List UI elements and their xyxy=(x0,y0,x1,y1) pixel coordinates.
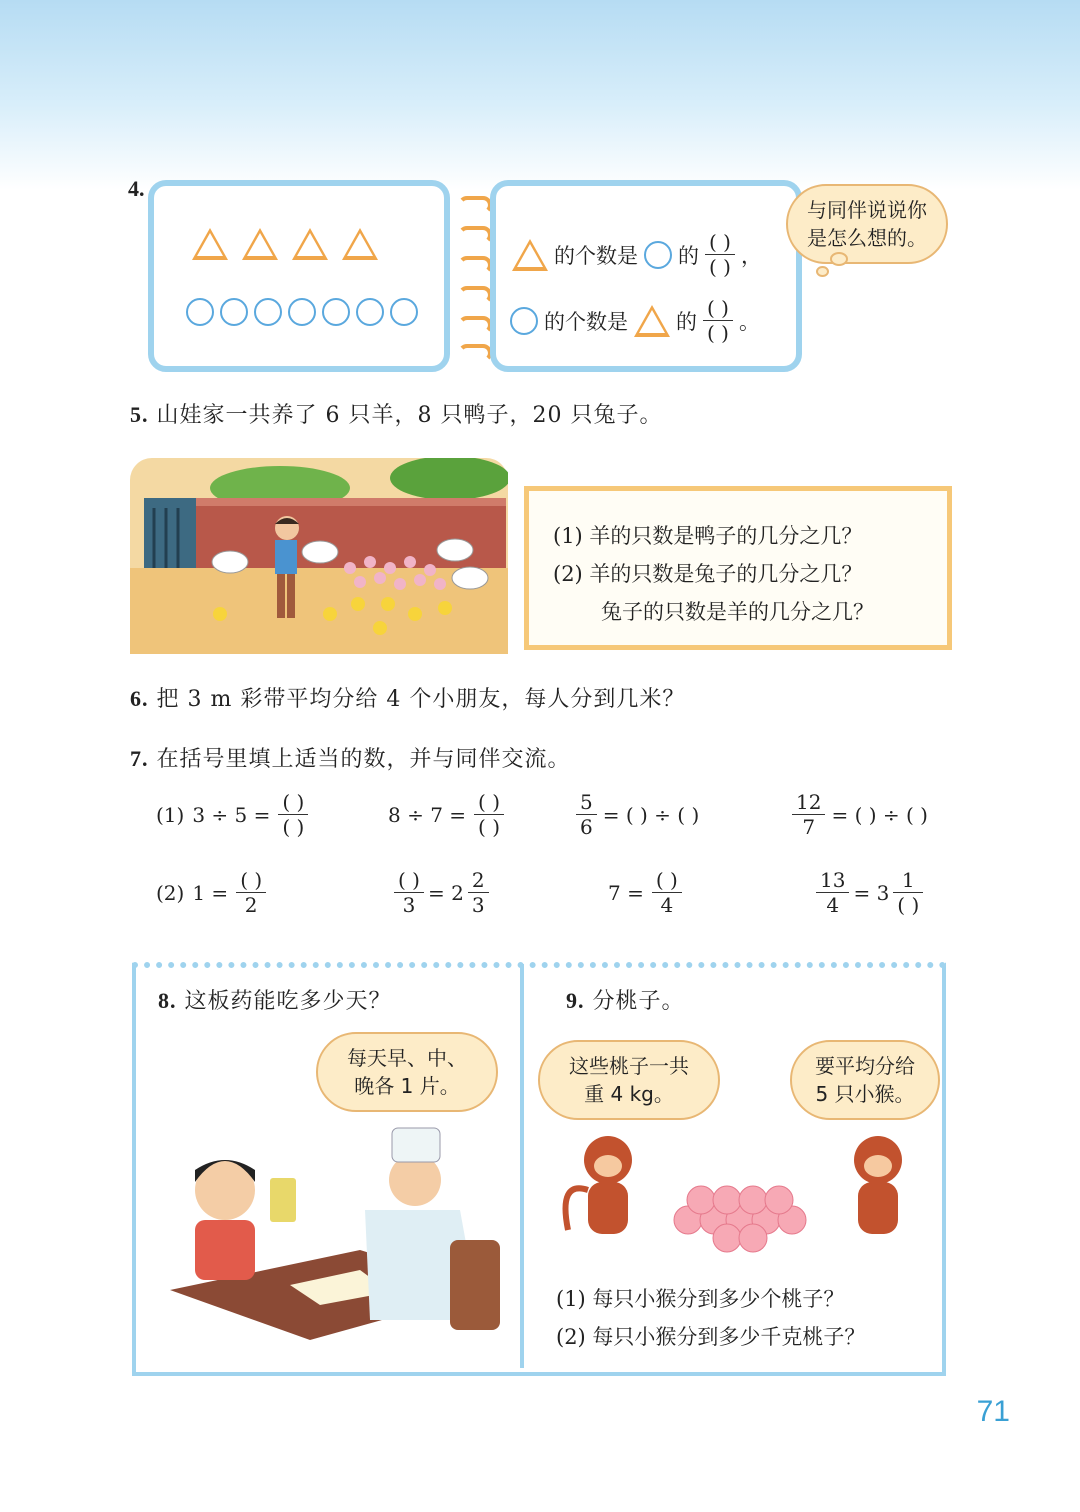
blank-numerator: ( ) xyxy=(655,868,678,892)
row-label: (2) xyxy=(156,880,185,905)
triangle-icon xyxy=(192,228,228,260)
q4-thought-bubble: 与同伴说说你是怎么想的。 xyxy=(786,184,948,264)
triangle-icon xyxy=(512,239,548,271)
q9-speech-bubble-2 xyxy=(790,1040,940,1120)
bubble-line: 5 只小猴。 xyxy=(815,1082,915,1106)
q9-question-2: (2) 每只小猴分到多少千克桃子？ xyxy=(556,1325,866,1349)
punctuation: 。 xyxy=(738,309,760,334)
q5-prompt xyxy=(130,398,662,429)
triangle-icon xyxy=(292,228,328,260)
q8-text: 这板药能吃多少天？ xyxy=(184,989,392,1014)
circle-icon xyxy=(644,241,672,269)
blank-fraction xyxy=(236,868,266,917)
blank-denominator: ( ) xyxy=(478,815,501,839)
circle-icon xyxy=(254,298,282,326)
denominator: 6 xyxy=(580,815,593,839)
ring-icon xyxy=(458,286,492,304)
card-divider xyxy=(520,964,524,1368)
q4-number: 4. xyxy=(128,176,145,201)
denominator: 3 xyxy=(471,893,485,917)
expression: = 3 xyxy=(853,880,890,905)
circle-icon xyxy=(186,298,214,326)
fraction xyxy=(792,790,825,839)
page-header-band xyxy=(0,0,1080,190)
q5-text: 山娃家一共养了 6 只羊，8 只鸭子，20 只兔子。 xyxy=(156,403,663,428)
q7-r1-item-d xyxy=(792,790,928,839)
q7-r1-item-c xyxy=(576,790,699,839)
circle-icon xyxy=(322,298,350,326)
bubble-line: 晚各 1 片。 xyxy=(354,1074,460,1098)
doctor-boy-illustration xyxy=(160,1120,510,1350)
triangle-icon xyxy=(634,305,670,337)
monkeys-peaches-illustration xyxy=(548,1120,938,1270)
punctuation: ， xyxy=(740,243,762,268)
fraction xyxy=(816,868,849,917)
ring-icon xyxy=(458,256,492,274)
blank-numerator: ( ) xyxy=(282,790,305,814)
expression: = 2 xyxy=(427,880,464,905)
q9-speech-bubble-1 xyxy=(538,1040,720,1120)
farm-illustration xyxy=(130,458,508,654)
q9-question-1: (1) 每只小猴分到多少个桃子？ xyxy=(556,1287,845,1311)
q5-question-2: (2) 羊的只数是兔子的几分之几？ xyxy=(553,562,863,586)
circle-row xyxy=(186,298,418,326)
blank-denominator: ( ) xyxy=(282,815,305,839)
q9-number: 9. xyxy=(566,988,585,1013)
fraction xyxy=(468,868,489,917)
blank-numerator: ( ) xyxy=(398,868,420,892)
blank-fraction xyxy=(278,790,308,839)
blank-numerator: ( ) xyxy=(478,790,501,814)
triangle-icon xyxy=(342,228,378,260)
q6-text: 把 3 m 彩带平均分给 4 个小朋友，每人分到几米？ xyxy=(156,687,686,712)
circle-icon xyxy=(510,307,538,335)
q4-line-2 xyxy=(510,296,760,345)
expression: 1 = xyxy=(192,880,229,905)
q4-text: 的个数是 xyxy=(554,243,638,268)
bubble-dot xyxy=(830,252,848,266)
numerator: 12 xyxy=(796,790,822,814)
numerator: 1 xyxy=(901,868,915,892)
bubble-line: 每天早、中、 xyxy=(347,1046,467,1070)
q8-prompt xyxy=(158,984,392,1015)
q7-r1-item-b xyxy=(388,790,504,839)
q8-number: 8. xyxy=(158,988,177,1013)
blank-fraction xyxy=(703,296,733,345)
denominator: 3 xyxy=(402,893,416,917)
denominator: 4 xyxy=(826,893,840,917)
denominator: 4 xyxy=(660,893,674,917)
q5-number: 5. xyxy=(130,402,149,427)
q4-text: 的 xyxy=(678,243,699,268)
circle-icon xyxy=(288,298,316,326)
circle-icon xyxy=(390,298,418,326)
q4-text: 的 xyxy=(676,309,697,334)
blank-numerator: ( ) xyxy=(240,868,263,892)
expression: 7 = xyxy=(608,880,644,905)
bubble-line: 这些桃子一共 xyxy=(569,1054,689,1078)
denominator: 2 xyxy=(244,893,258,917)
ring-icon xyxy=(458,344,492,362)
blank-numerator: ( ) xyxy=(707,296,729,320)
denominator: 7 xyxy=(802,815,816,839)
q5-question-1: (1) 羊的只数是鸭子的几分之几？ xyxy=(553,524,863,548)
q7-r2-item-a xyxy=(156,868,266,917)
q7-r2-item-c xyxy=(608,868,682,917)
bubble-dot xyxy=(816,266,829,277)
blank-fraction xyxy=(893,868,923,917)
bubble-line: 重 4 kg。 xyxy=(584,1082,674,1106)
page-number: 71 xyxy=(976,1395,1010,1428)
blank-denominator: ( ) xyxy=(707,321,729,345)
q9-prompt xyxy=(566,984,685,1015)
triangle-row xyxy=(192,228,378,260)
q7-number: 7. xyxy=(130,746,149,771)
expression: 3 ÷ 5 = xyxy=(192,802,271,827)
expression: = ( ) ÷ ( ) xyxy=(831,802,928,827)
ring-icon xyxy=(458,226,492,244)
q4-line-1 xyxy=(512,230,762,279)
circle-icon xyxy=(356,298,384,326)
q6-prompt xyxy=(130,682,685,713)
blank-denominator: ( ) xyxy=(897,893,920,917)
q4-right-page xyxy=(490,180,802,372)
blank-fraction xyxy=(705,230,735,279)
triangle-icon xyxy=(242,228,278,260)
row-label: (1) xyxy=(156,802,185,827)
q9-text: 分桃子。 xyxy=(592,989,685,1014)
q4-text: 的个数是 xyxy=(544,309,628,334)
blank-denominator: ( ) xyxy=(709,255,731,279)
q7-prompt xyxy=(130,742,571,773)
numerator: 5 xyxy=(580,790,593,814)
blank-fraction xyxy=(652,868,682,917)
ring-icon xyxy=(458,196,492,214)
numerator: 13 xyxy=(820,868,846,892)
q6-number: 6. xyxy=(130,686,149,711)
q8-speech-bubble xyxy=(316,1032,498,1112)
q7-r2-item-d xyxy=(816,868,923,917)
expression: 8 ÷ 7 = xyxy=(388,802,467,827)
ring-icon xyxy=(458,316,492,334)
q4-left-page xyxy=(148,180,450,372)
q5-question-3: 兔子的只数是羊的几分之几？ xyxy=(601,600,874,624)
bubble-line: 要平均分给 xyxy=(815,1054,915,1078)
blank-fraction xyxy=(394,868,424,917)
q5-question-card xyxy=(524,486,952,650)
q7-r2-item-b xyxy=(394,868,489,917)
numerator: 2 xyxy=(471,868,485,892)
blank-numerator: ( ) xyxy=(709,230,731,254)
q7-r1-item-a xyxy=(156,790,308,839)
q7-text: 在括号里填上适当的数，并与同伴交流。 xyxy=(156,747,571,772)
blank-fraction xyxy=(474,790,504,839)
fraction xyxy=(576,790,597,839)
circle-icon xyxy=(220,298,248,326)
expression: = ( ) ÷ ( ) xyxy=(602,802,700,827)
